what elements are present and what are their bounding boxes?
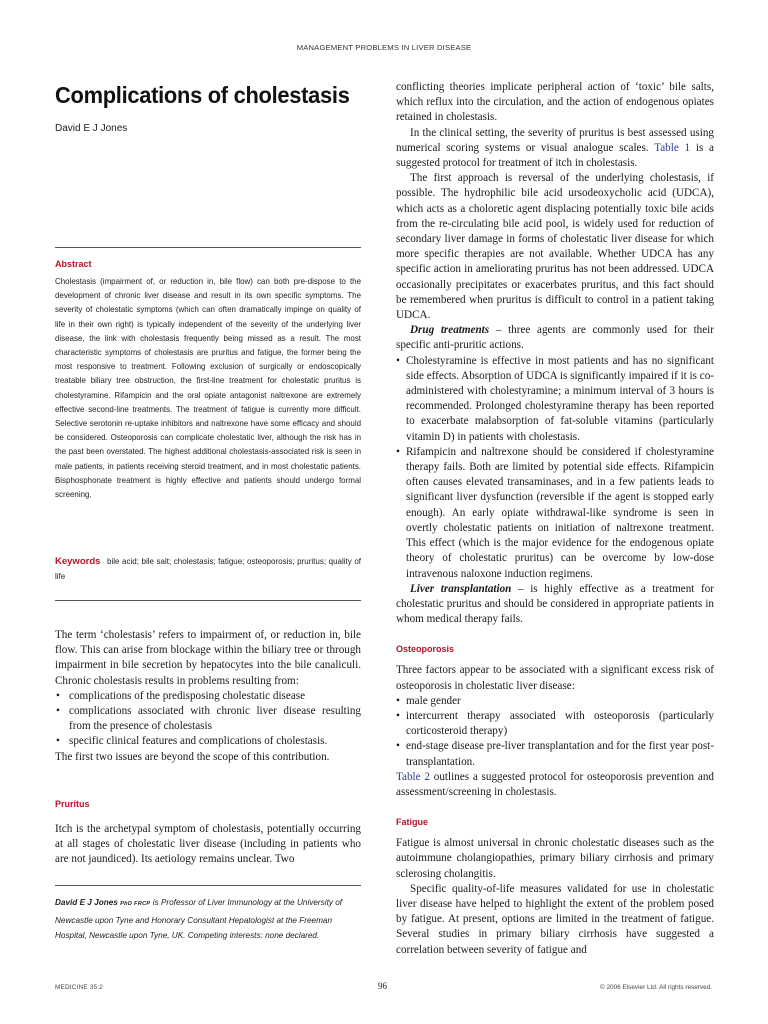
right-paragraph-2-tail: is a suggested protocol for treatment of itch in cholestasis. — [396, 141, 714, 170]
drug-bullet-list — [396, 354, 714, 582]
author-note — [55, 895, 361, 944]
footer-copyright: © 2006 Elsevier Ltd. All rights reserved. — [600, 984, 712, 991]
fatigue-paragraph-1: Fatigue is almost universal in chronic cholestatic diseases such as the autoimmune cholangiopathies, primary biliary cirrhosis and primary sclerosing cholangitis. — [396, 837, 714, 880]
keywords-label: Keywords — [55, 556, 101, 567]
intro-bullet: • specific clinical features and complications of cholestasis. — [55, 734, 361, 749]
osteoporosis-bullet: • intercurrent therapy associated with osteoporosis (particularly corticosteroid therapy) — [396, 709, 714, 739]
table-1-link[interactable]: Table 1 — [654, 141, 691, 154]
abstract-heading: Abstract — [55, 259, 92, 269]
right-paragraph-3: The first approach is reversal of the underlying cholestasis, if possible. The hydrophilic bile acid ursodeoxycholic acid (UDCA), which acts as a choloretic agent displacing potentially toxic bile acids from the re-circulating bile acid pool, is widely used for reduction of secondary liver damage in forms of cholestatic liver disease for which more specific therapies are not available. Whether UDCA has any specific action in ameliorating pruritus has not been addressed. UDCA occasionally precipitates or exacerbates pruritus, and this fact should be remembered when pruritus is difficult to control in a patient taking UDCA. — [396, 172, 714, 322]
intro-closing: The first two issues are beyond the scope of this contribution. — [55, 750, 330, 763]
abstract-section — [55, 259, 361, 502]
osteoporosis-bullet-list — [396, 694, 714, 770]
abstract-text: Cholestasis (impairment of, or reduction in, bile flow) can both pre-dispose to the development of chronic liver disease and result in its own specific symptoms. The severity of cholestatic symptoms (which can often dramatically impinge on quality of life in their own right) is typically independent of the severity of the underlying liver disease, the link with cholestasis frequently being missed as a result. The most characteristic symptoms of cholestasis are pruritus and fatigue, the former being the most responsive to treatment. Following exclusion of surgically or endoscopically treatable biliary tree obstruction, the first-line treatment for cholestatic pruritus is cholestyramine. Rifampicin and the oral opiate antagonist naltrexone are extremely effective second-line treatments. The treatment of fatigue is currently more difficult. Selective serotonin re-uptake inhibitors and naltrexone have some efficacy and should be considered. Osteoporosis can complicate cholestatic liver, although the risk has in the past been overstated. The highest additional cholestasis-associated risk is seen in male patients, in patients receiving steroid treatment, and in most cholestatic patients. Bisphosphonate treatment is highly effective and patients should undergo formal screening. — [55, 277, 361, 500]
keywords-text: bile acid; bile salt; cholestasis; fatigue; osteoporosis; pruritus; quality of life — [55, 557, 362, 581]
page-number: 96 — [378, 981, 387, 991]
abstract-top-rule — [55, 247, 361, 248]
pruritus-heading: Pruritus — [55, 799, 90, 809]
osteoporosis-section — [396, 663, 714, 800]
pruritus-paragraph: Itch is the archetypal symptom of cholestasis, potentially occurring at all stages of cholestatic liver disease (including in patients who are not jaundiced). Its aetiology remains unclear. Two — [55, 823, 361, 866]
fatigue-paragraph-2: Specific quality-of-life measures validated for use in cholestatic liver disease have helped to highlight the extent of the problem posed by fatigue. At present, options are limited in the treatment of fatigue. Several studies in primary biliary cirrhosis have suggested a correlation between severity of fatigue and — [396, 882, 714, 956]
intro-bullet: • complications associated with chronic liver disease resulting from the presence of cholestasis — [55, 704, 361, 734]
fatigue-section — [396, 836, 714, 958]
intro-paragraph: The term ‘cholestasis’ refers to impairment of, or reduction in, bile flow. This can arise from blockage within the biliary tree or through impairment in bile secretion by hepatocytes into the bile canaliculi. Chronic cholestasis results in problems resulting from: — [55, 629, 361, 687]
title-block — [55, 80, 361, 134]
osteoporosis-intro: Three factors appear to be associated with a significant excess risk of osteoporosis in cholestatic liver disease: — [396, 664, 714, 692]
drug-treatments-lead: Drug treatments — [410, 324, 490, 337]
article-author: David E J Jones — [55, 123, 128, 134]
intro-bullet: • complications of the predisposing cholestatic disease — [55, 689, 361, 704]
drug-treatments-text: – three agents are commonly used for their specific anti-pruritic actions. — [396, 324, 714, 352]
osteoporosis-bullet: • end-stage disease pre-liver transplantation and for the first year post-transplantation. — [396, 739, 714, 769]
osteoporosis-heading: Osteoporosis — [396, 644, 455, 655]
keywords-block — [55, 555, 361, 584]
author-note-text: is Professor of Liver Immunology at the University of Newcastle upon Tyne and Honorary Consultant Hepatologist at the Freeman Hospital, Newcastle upon Tyne, UK. Competing interests: none declared. — [55, 898, 343, 940]
fatigue-heading: Fatigue — [396, 817, 429, 828]
table-2-link[interactable]: Table 2 — [396, 770, 430, 783]
intro-section — [55, 628, 361, 765]
running-head: MANAGEMENT PROBLEMS IN LIVER DISEASE — [296, 43, 472, 52]
abstract-bottom-rule — [55, 600, 361, 601]
drug-bullet: • Rifampicin and naltrexone should be considered if cholestyramine therapy fails. Both are limited by potential side effects. Rifampicin often causes elevated transaminases, and in a few patients leads to significant liver dysfunction (reversible if the agent is stopped early enough). An early opiate withdrawal-like syndrome is seen in overtly cholestatic patients on initiation of naltrexone treatment. This effect (which is the major evidence for the endogenous opiate theory of cholestatic pruritus) can be overcome by low-dose intravenous naloxone induction regimens. — [396, 445, 714, 582]
osteoporosis-bullet: • male gender — [396, 694, 714, 709]
liver-transplantation-paragraph — [396, 582, 714, 628]
liver-transplantation-lead: Liver transplantation — [410, 582, 512, 595]
author-note-rule — [55, 885, 361, 886]
author-note-credentials: PhD FRCP — [120, 901, 151, 907]
footer-journal: MEDICINE 35:2 — [55, 984, 104, 991]
liver-transplantation-text: – is highly effective as a treatment for cholestatic pruritus and should be considered in appropriate patients in whom medical therapy fails. — [396, 582, 714, 626]
intro-bullet-list — [55, 689, 361, 750]
article-title: Complications of cholestasis — [55, 82, 350, 108]
osteoporosis-table-text: outlines a suggested protocol for osteoporosis prevention and assessment/screening in cholestasis. — [396, 770, 714, 798]
drug-bullet: • Cholestyramine is effective in most patients and has no significant side effects. Absorption of UDCA is significantly impaired if it is co-administered with cholestyramine; a minimum interval of 3 hours is recommended. Prolonged cholestyramine therapy has been reported to exacerbate malabsorption of fat-soluble vitamins (particularly vitamin D) in patients with cholestasis. — [396, 354, 714, 445]
drug-treatments-paragraph — [396, 323, 714, 353]
osteoporosis-table-paragraph — [396, 770, 714, 800]
right-paragraph-1: conflicting theories implicate peripheral action of ‘toxic’ bile salts, which reflux into the circulation, and the action of endogenous opiates retained in cholestasis. — [396, 81, 714, 124]
right-paragraph-2 — [396, 126, 714, 172]
right-column — [396, 80, 714, 958]
author-note-name: David E J Jones — [55, 898, 118, 907]
right-paragraph-2-text: In the clinical setting, the severity of pruritus is best assessed using numerical scoring systems or visual analogue scales. — [396, 126, 714, 154]
